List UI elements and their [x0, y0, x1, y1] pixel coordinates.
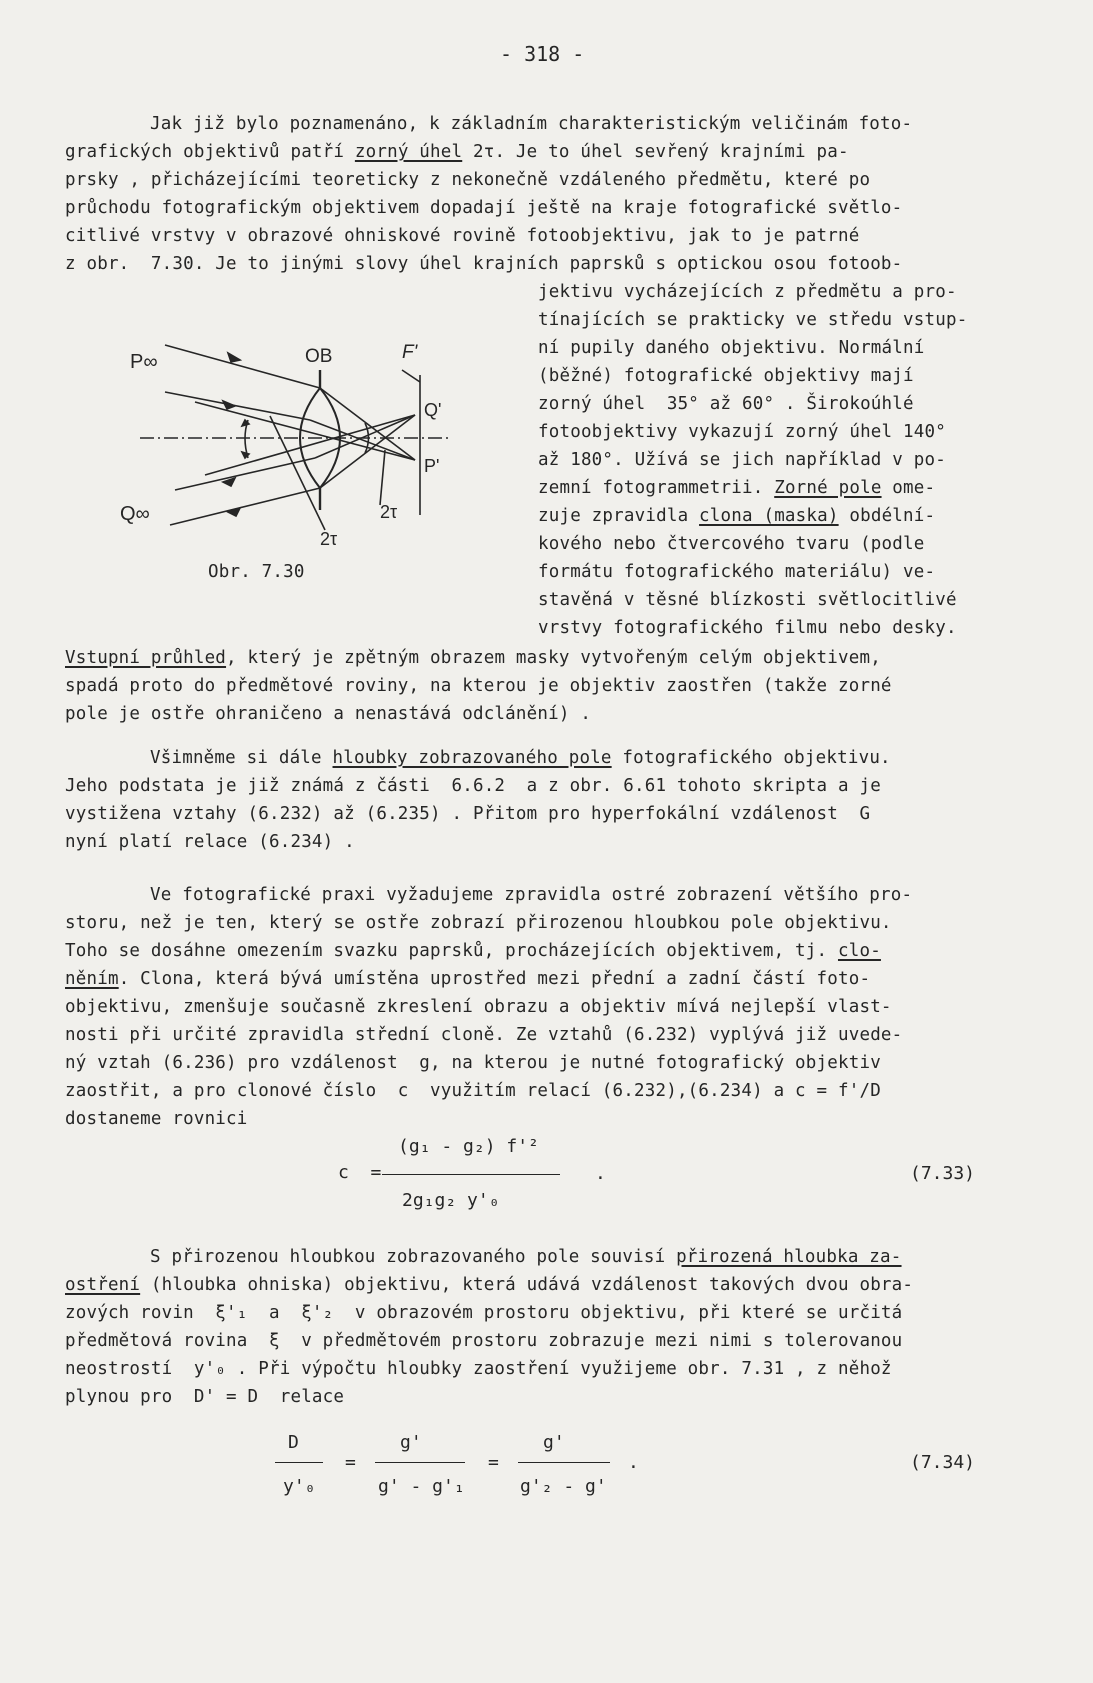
text-line: S přirozenou hloubkou zobrazovaného pole souvisí přirozená hloubka za-	[150, 1247, 902, 1267]
text-line: grafických objektivů patří zorný úhel 2τ. Je to úhel sevřený krajními pa-	[65, 142, 849, 162]
text-line: ostření (hloubka ohniska) objektivu, která udává vzdálenost takových dvou obra-	[65, 1275, 914, 1295]
equation-number: (7.34)	[910, 1452, 976, 1473]
eq-lhs: c =	[338, 1162, 382, 1183]
term-hloubka-pole: hloubky zobrazovaného pole	[332, 748, 612, 768]
text-line: předmětová rovina ξ v předmětovém prostoru zobrazuje mezi nimi s tolerovanou	[65, 1331, 903, 1351]
label-p-prime: P'	[424, 456, 440, 476]
text-line: plynou pro D' = D relace	[65, 1387, 345, 1407]
label-q-inf: Q∞	[120, 503, 150, 525]
text-line: storu, než je ten, který se ostře zobrazí přirozenou hloubkou pole objektivu.	[65, 913, 892, 933]
text-line: zových rovin ξ'₁ a ξ'₂ v obrazovém prostoru objektivu, při které se určitá	[65, 1303, 903, 1323]
fraction-bar	[382, 1174, 560, 1175]
text-line: formátu fotografického materiálu) ve-	[538, 562, 936, 582]
text-line: Toho se dosáhne omezením svazku paprsků, procházejících objektivem, tj. clo-	[65, 941, 881, 961]
text-line: pole je ostře ohraničeno a nenastává odclánění) .	[65, 704, 592, 724]
label-q-prime: Q'	[424, 400, 442, 420]
page-number: - 318 -	[500, 42, 585, 66]
text-line: nosti při určité zpravidla střední cloně. Ze vztahů (6.232) vyplývá již uvede-	[65, 1025, 903, 1045]
text-line: Vstupní průhled, který je zpětným obrazem masky vytvořeným celým objektivem,	[65, 648, 881, 668]
text-line: (běžné) fotografické objektivy mají	[538, 366, 914, 386]
text-line: Ve fotografické praxi vyžadujeme zpravidla ostré zobrazení většího pro-	[150, 885, 913, 905]
term-zorny-uhel: zorný úhel	[354, 142, 463, 162]
eq-numerator: D	[288, 1432, 299, 1453]
label-ob: OB	[305, 346, 333, 367]
term-vstupni-pruhled: Vstupní průhled	[65, 648, 227, 668]
term-hloubka-zaostreni: přirozená hloubka za-	[676, 1247, 902, 1267]
eq-numerator: g'	[543, 1432, 565, 1453]
label-f-prime: F'	[402, 342, 418, 363]
text-line: kového nebo čtvercového tvaru (podle	[538, 534, 925, 554]
equation-number: (7.33)	[910, 1163, 976, 1184]
text-line: fotoobjektivy vykazují zorný úhel 140°	[538, 422, 946, 442]
text-line: Všimněme si dále hloubky zobrazovaného pole fotografického objektivu.	[150, 748, 891, 768]
text-line: prsky , přicházejícími teoreticky z nekonečně vzdáleného předmětu, které po	[65, 170, 871, 190]
text-line: spadá proto do předmětové roviny, na kterou je objektiv zaostřen (takže zorné	[65, 676, 892, 696]
text-line: jektivu vycházejících z předmětu a pro-	[538, 282, 957, 302]
text-line: Jeho podstata je již známá z části 6.6.2 a z obr. 6.61 tohoto skripta a je	[65, 776, 881, 796]
term-cloneni: něním	[65, 969, 119, 989]
text-line: ný vztah (6.236) pro vzdálenost g, na kterou je nutné fotografický objektiv	[65, 1053, 881, 1073]
text-line: zemní fotogrammetrii. Zorné pole ome-	[538, 478, 936, 498]
fraction-bar	[375, 1462, 465, 1463]
text-line: ní pupily daného objektivu. Normální	[538, 338, 925, 358]
eq-dot: .	[628, 1452, 639, 1473]
text-line: objektivu, zmenšuje současně zkreslení obrazu a objektiv mívá nejlepší vlast-	[65, 997, 892, 1017]
text-line: nyní platí relace (6.234) .	[65, 832, 355, 852]
eq-numerator: g'	[400, 1432, 422, 1453]
eq-denominator: g'₂ - g'	[520, 1476, 607, 1497]
text-line: tínajících se prakticky ve středu vstup-	[538, 310, 968, 330]
term-clona: clona (maska)	[699, 506, 839, 526]
eq-denominator: 2g₁g₂ y'₀	[402, 1190, 500, 1211]
text-line: zaostřit, a pro clonové číslo c využitím relací (6.232),(6.234) a c = f'/D	[65, 1081, 881, 1101]
eq-equals: =	[345, 1452, 356, 1473]
text-line: neostrostí y'₀ . Při výpočtu hloubky zaostření využijeme obr. 7.31 , z něhož	[65, 1359, 892, 1379]
text-line: zuje zpravidla clona (maska) obdélní-	[538, 506, 936, 526]
text-line: z obr. 7.30. Je to jinými slovy úhel krajních paprsků s optickou osou fotoob-	[65, 254, 903, 274]
eq-denominator: g' - g'₁	[378, 1476, 465, 1497]
figure-caption: Obr. 7.30	[208, 562, 305, 582]
text-line: až 180°. Užívá se jich například v po-	[538, 450, 946, 470]
term-cloneni: clo-	[837, 941, 881, 961]
text-line: citlivé vrstvy v obrazové ohniskové rovině fotoobjektivu, jak to je patrné	[65, 226, 860, 246]
eq-denominator: y'₀	[283, 1476, 316, 1497]
term-hloubka-zaostreni: ostření	[65, 1275, 141, 1295]
fraction-bar	[275, 1462, 323, 1463]
figure-7-30	[110, 320, 530, 610]
text-line: něním. Clona, která bývá umístěna uprostřed mezi přední a zadní částí foto-	[65, 969, 871, 989]
text-line: stavěná v těsné blízkosti světlocitlivé	[538, 590, 957, 610]
text-line: dostaneme rovnici	[65, 1109, 248, 1129]
term-zorne-pole: Zorné pole	[774, 478, 882, 498]
label-two-tau: 2τ	[320, 529, 338, 549]
text-line: zorný úhel 35° až 60° . Širokoúhlé	[538, 394, 914, 414]
label-p-inf: P∞	[130, 351, 158, 373]
text-line: Jak již bylo poznamenáno, k základním charakteristickým veličinám foto-	[150, 114, 913, 134]
text-line: vrstvy fotografického filmu nebo desky.	[538, 618, 957, 638]
eq-numerator: (g₁ - g₂) f'²	[398, 1136, 539, 1157]
text-line: vystižena vztahy (6.232) až (6.235) . Přitom pro hyperfokální vzdálenost G	[65, 804, 871, 824]
fraction-bar	[518, 1462, 610, 1463]
eq-dot: .	[595, 1163, 606, 1184]
text-line: průchodu fotografickým objektivem dopadají ještě na kraje fotografické světlo-	[65, 198, 903, 218]
eq-equals: =	[488, 1452, 499, 1473]
label-two-tau: 2τ	[380, 502, 398, 522]
